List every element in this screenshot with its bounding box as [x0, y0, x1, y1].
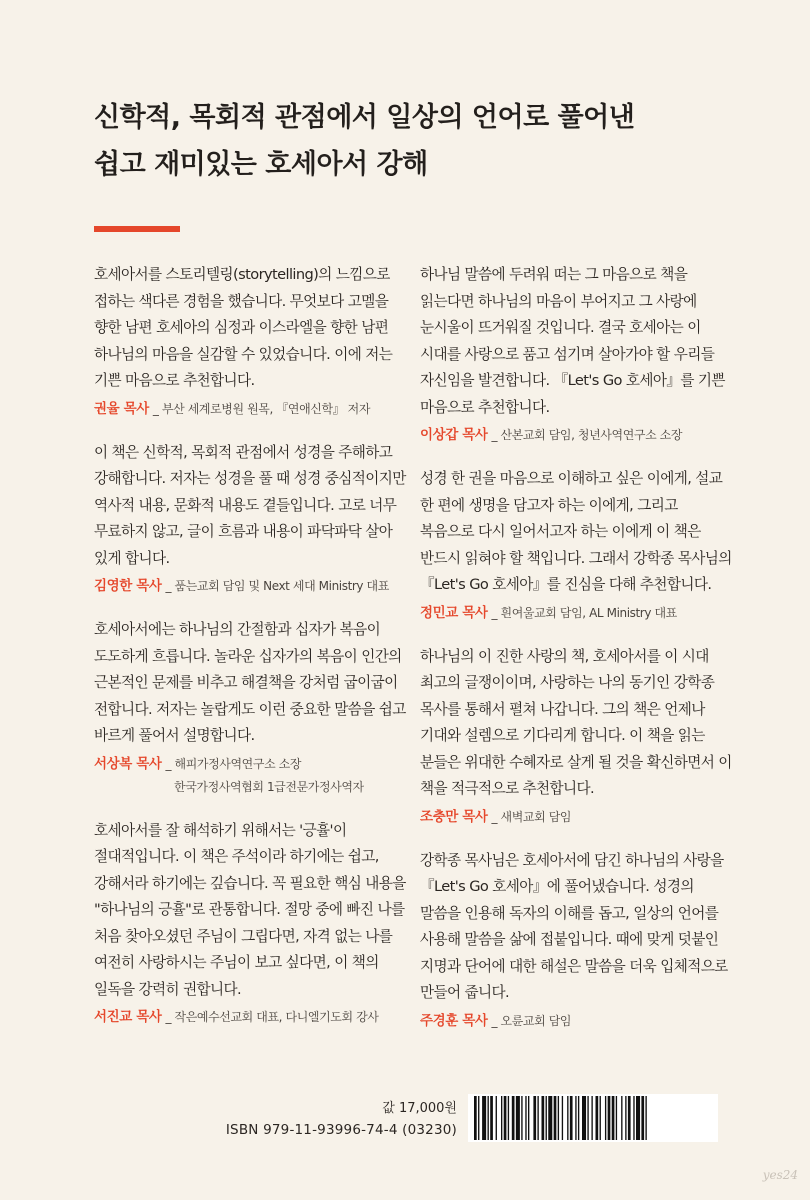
endorsement — [420, 848, 732, 1031]
barcode-bar — [621, 1096, 622, 1140]
endorsement — [420, 466, 732, 623]
barcode-bar — [641, 1096, 644, 1140]
endorser-name: 김영한 목사 — [94, 578, 162, 594]
endorser-affiliation: _ 작은예수선교회 대표, 다니엘기도회 강사 — [165, 1010, 379, 1024]
endorsement — [420, 644, 732, 827]
accent-divider — [94, 226, 180, 232]
endorsement-text: 이 책은 신학적, 목회적 관점에서 성경을 주해하고 강해합니다. 저자는 성경을 풀 때 성경 중심적이지만 역사적 내용, 문화적 내용도 곁들입니다. 고로 너무 무료하지 않고, 글이 흐름과 내용이 파닥파닥 살아 있게 합니다. — [94, 443, 406, 567]
barcode-bar — [533, 1096, 536, 1140]
barcode-bar — [570, 1096, 573, 1140]
headline-line-2: 쉽고 재미있는 호세아서 강해 — [94, 149, 428, 180]
endorsement — [94, 617, 406, 797]
endorser-affiliation: _ 오륜교회 담임 — [491, 1013, 572, 1028]
barcode-bar — [548, 1096, 552, 1140]
barcode-bar — [542, 1096, 545, 1140]
barcode-bar — [575, 1096, 576, 1140]
price: 값 17,000원 — [382, 1101, 457, 1116]
barcode-bar — [633, 1096, 634, 1140]
endorsement-text: 호세아서에는 하나님의 간절함과 십자가 복음이 도도하게 흐릅니다. 놀라운 십자가의 복음이 인간의 근본적인 문제를 비추고 해결책을 강처럼 굽이굽이 전합니다. 저자는 놀랍게도 이런 중요한 말씀을 쉽고 바르게 풀어서 설명합니다. — [94, 621, 406, 744]
endorsement-text: 호세아서를 잘 해석하기 위해서는 '긍휼'이 절대적입니다. 이 책은 주석이라 하기에는 쉽고, 강해서라 하기에는 깊습니다. 꼭 필요한 핵심 내용을 "하나님의 긍휼"로 관통합니다. 절망 중에 빠진 나를 처음 찾아오셨던 주님이 그립다면, 자격 없는 나를 여전히 사랑하시는 주님이 보고 싶다면, 이 책의 일독을 강력히 권합니다. — [94, 821, 406, 998]
barcode-bar — [582, 1096, 586, 1140]
endorsement — [94, 818, 406, 1028]
barcode-bar — [528, 1096, 529, 1140]
endorsement-text: 하나님의 이 진한 사랑의 책, 호세아서를 이 시대 최고의 글쟁이이며, 사랑하는 나의 동기인 강학종 목사를 통해서 펼쳐 나갑니다. 그의 책은 언제나 기대와 설렘으로 기다리게 합니다. 이 책을 읽는 분들은 위대한 수혜자로 살게 될 것을 확신하면서 이 책을 적극적으로 추천합니다. — [420, 647, 732, 797]
barcode-bar — [521, 1096, 522, 1140]
barcode-bar — [554, 1096, 557, 1140]
watermark: yes24 — [762, 1168, 798, 1182]
right-column — [420, 262, 732, 1052]
endorser-signature — [94, 576, 406, 596]
endorsement-text: 호세아서를 스토리텔링(storytelling)의 느낌으로 접하는 색다른 경험을 했습니다. 무엇보다 고멜을 향한 남편 호세아의 심정과 이스라엘을 향한 남편 하나님의 마음을 실감할 수 있었습니다. 이에 저는 기쁜 마음으로 추천합니다. — [94, 266, 393, 389]
endorsement — [94, 262, 406, 419]
endorsement-text: 하나님 말씀에 두려워 떠는 그 마음으로 책을 읽는다면 하나님의 마음이 부어지고 그 사랑에 눈시울이 뜨거워질 것입니다. 결국 호세아는 이 시대를 사랑으로 품고 섬기며 살아가야 할 우리들 자신임을 발견합니다. 『Let's Go 호세아』를 기쁜 마음으로 추천합니다. — [420, 266, 725, 416]
endorser-affiliation: _ 품는교회 담임 및 Next 세대 Ministry 대표 — [165, 579, 389, 593]
barcode-bar — [596, 1096, 599, 1140]
barcode-bar — [482, 1096, 486, 1140]
endorser-signature — [94, 1007, 406, 1027]
endorser-signature — [420, 603, 732, 623]
endorser-signature — [94, 754, 406, 774]
endorser-name: 이상갑 목사 — [420, 427, 488, 443]
barcode-bar — [600, 1096, 601, 1140]
endorser-affiliation: _ 흰여울교회 담임, AL Ministry 대표 — [491, 605, 677, 620]
endorser-name: 서진교 목사 — [94, 1009, 162, 1025]
endorsement — [420, 262, 732, 445]
endorser-signature — [94, 399, 406, 419]
barcode-bar — [490, 1096, 493, 1140]
endorser-signature — [420, 1011, 732, 1031]
barcode-bar — [608, 1096, 611, 1140]
barcode-bar — [501, 1096, 502, 1140]
barcode-bar — [625, 1096, 626, 1140]
endorser-name: 조충만 목사 — [420, 808, 488, 825]
endorser-name: 권율 목사 — [94, 400, 149, 417]
endorser-affiliation-secondary: 한국가정사역협회 1급전문가정사역자 — [174, 779, 364, 794]
barcode-bar — [578, 1096, 579, 1140]
barcode-bar — [537, 1096, 538, 1140]
barcode-bar — [496, 1096, 497, 1140]
headline-line-1: 신학적, 목회적 관점에서 일상의 언어로 풀어낸 — [94, 102, 635, 133]
barcode-bar — [516, 1096, 520, 1140]
barcode-bar — [591, 1096, 592, 1140]
endorser-name: 정민교 목사 — [420, 604, 488, 621]
isbn: ISBN 979-11-93996-74-4 (03230) — [225, 1122, 457, 1138]
barcode-bar — [645, 1096, 646, 1140]
endorsement-text: 강학종 목사님은 호세아서에 담긴 하나님의 사랑을 『Let's Go 호세아』에 풀어냈습니다. 성경의 말씀을 인용해 독자의 이해를 돕고, 일상의 언어를 사용해 말씀을 삶에 접붙입니다. 때에 맞게 덧붙인 지명과 단어에 대한 해설은 말씀을 더욱 입체적으로 만들어 줍니다. — [420, 851, 728, 1001]
barcode-bar — [562, 1096, 563, 1140]
endorsement-text: 성경 한 권을 마음으로 이해하고 싶은 이에게, 설교 한 편에 생명을 담고자 하는 이에게, 그리고 복음으로 다시 일어서고자 하는 이에게 이 책은 반드시 읽혀야 할 책입니다. 그래서 강학종 목사님의 『Let's Go 호세아』를 진심을 다해 추천합니다. — [420, 470, 732, 593]
barcode-bar — [504, 1096, 507, 1140]
headline — [94, 94, 744, 188]
endorser-affiliation: _ 새벽교회 담임 — [491, 809, 572, 824]
barcode-bar — [546, 1096, 547, 1140]
endorser-name: 서상복 목사 — [94, 755, 162, 772]
barcode-bar — [488, 1096, 489, 1140]
barcode-bar — [525, 1096, 526, 1140]
barcode-graphic — [468, 1094, 718, 1142]
endorser-affiliation: _ 해피가정사역연구소 소장 — [165, 756, 302, 771]
barcode-bar — [616, 1096, 617, 1140]
barcode-bar — [474, 1096, 477, 1140]
endorser-affiliation: _ 산본교회 담임, 청년사역연구소 소장 — [491, 428, 683, 442]
endorser-signature — [420, 807, 732, 827]
left-column — [94, 262, 406, 1048]
barcode-bar — [558, 1096, 559, 1140]
barcode-bar — [587, 1096, 588, 1140]
barcode-bar — [567, 1096, 568, 1140]
endorser-affiliation: _ 부산 세계로병원 원목, 『연애신학』 저자 — [152, 401, 371, 416]
barcode-bar — [508, 1096, 509, 1140]
barcode-bar — [628, 1096, 631, 1140]
barcode-bar — [478, 1096, 479, 1140]
barcode-icon — [468, 1094, 718, 1142]
barcode-bar — [612, 1096, 615, 1140]
endorser-name: 주경훈 목사 — [420, 1012, 488, 1029]
barcode-bar — [512, 1096, 515, 1140]
endorsement — [94, 440, 406, 597]
endorser-signature — [420, 425, 732, 445]
barcode-bar — [636, 1096, 640, 1140]
barcode-bar — [605, 1096, 606, 1140]
